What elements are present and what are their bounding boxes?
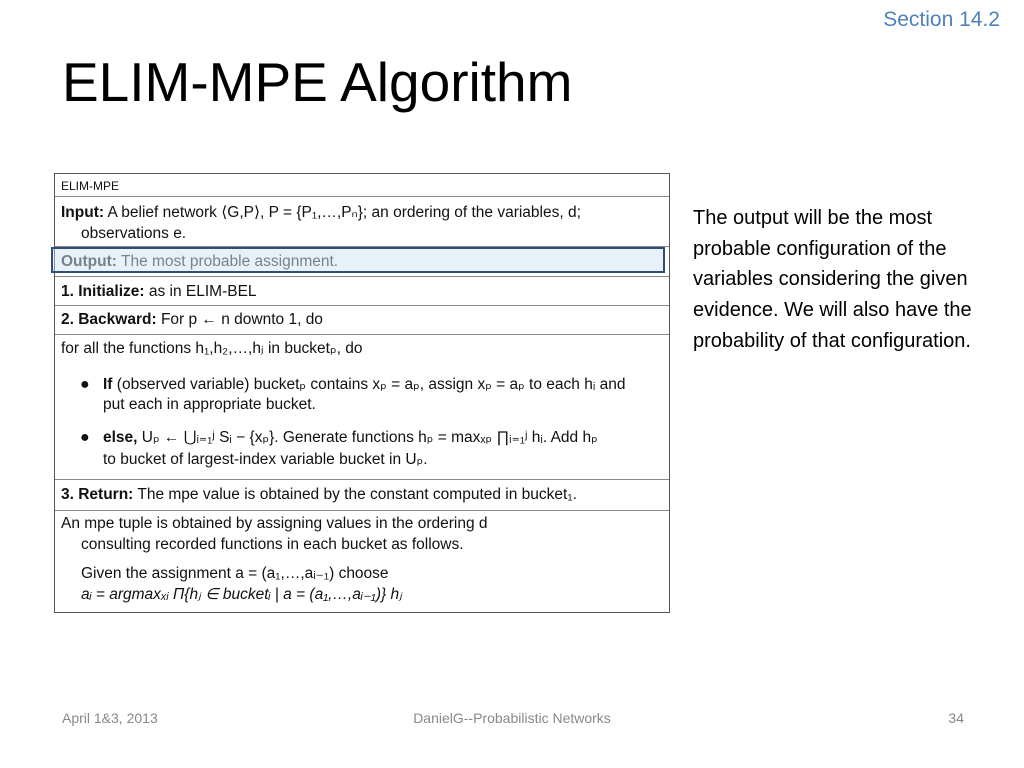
footer-page-number: 34 [948,710,964,726]
forall-line: for all the functions h₁,h₂,…,hⱼ in bucketₚ, do [61,340,363,357]
footer-center: DanielG--Probabilistic Networks [413,710,611,726]
else-line-2: to bucket of largest-index variable bucket in Uₚ. [103,451,428,468]
given-line: Given the assignment a = (a₁,…,aᵢ₋₁) choose [81,565,389,582]
divider [55,334,669,335]
input-line-2: observations e. [81,225,187,242]
side-text: The output will be the most probable configuration of the variables considering the given evidence. We will also have the probability of that configuration. [693,207,972,352]
section-label: Section 14.2 [883,8,1000,31]
output-label: Output: [61,253,117,270]
return-text: The mpe value is obtained by the constant computed in bucket₁. [137,486,577,503]
initialize-text: as in ELIM-BEL [148,283,257,300]
backward-text: For p ← n downto 1, do [160,311,323,328]
bullet-icon: ● [80,376,90,393]
divider [55,305,669,306]
output-highlight-box [51,247,665,273]
footer-date: April 1&3, 2013 [62,710,158,726]
slide-title: ELIM-MPE Algorithm [62,51,573,113]
divider [55,510,669,511]
else-text: Uₚ ← ⋃ᵢ₌₁ʲ Sᵢ − {xₚ}. Generate functions hₚ = maxₓₚ ∏ᵢ₌₁ʲ hᵢ. Add hₚ [141,429,598,446]
input-text: A belief network ⟨G,P⟩, P = {P₁,…,Pₙ}; an ordering of the variables, d; [107,204,581,221]
algorithm-header: ELIM-MPE [61,179,120,193]
else-label: else, [103,429,138,446]
bullet-icon: ● [80,429,90,446]
argmax-line: aᵢ = argmaxₓᵢ Π{hⱼ ∈ bucketᵢ | a = (a₁,…,aᵢ₋₁)} hⱼ [81,586,402,603]
if-line-2: put each in appropriate bucket. [103,396,316,413]
input-label: Input: [61,204,105,221]
side-explanation [693,203,993,357]
input-line [61,203,581,223]
return-label: 3. Return: [61,486,134,503]
output-text: The most probable assignment. [120,253,339,270]
else-line [103,428,598,448]
backward-label: 2. Backward: [61,311,157,328]
if-line [103,375,625,395]
divider [55,479,669,480]
initialize-label: 1. Initialize: [61,283,145,300]
backward-line [61,310,323,330]
return-line [61,485,577,505]
divider [55,196,669,197]
divider [55,276,669,277]
tuple-line-2: consulting recorded functions in each bucket as follows. [81,536,464,553]
initialize-line [61,282,257,302]
algorithm-figure [54,173,670,613]
if-label: If [103,376,113,393]
if-text: (observed variable) bucketₚ contains xₚ = aₚ, assign xₚ = aₚ to each hᵢ and [116,376,626,393]
tuple-line: An mpe tuple is obtained by assigning values in the ordering d [61,515,488,532]
